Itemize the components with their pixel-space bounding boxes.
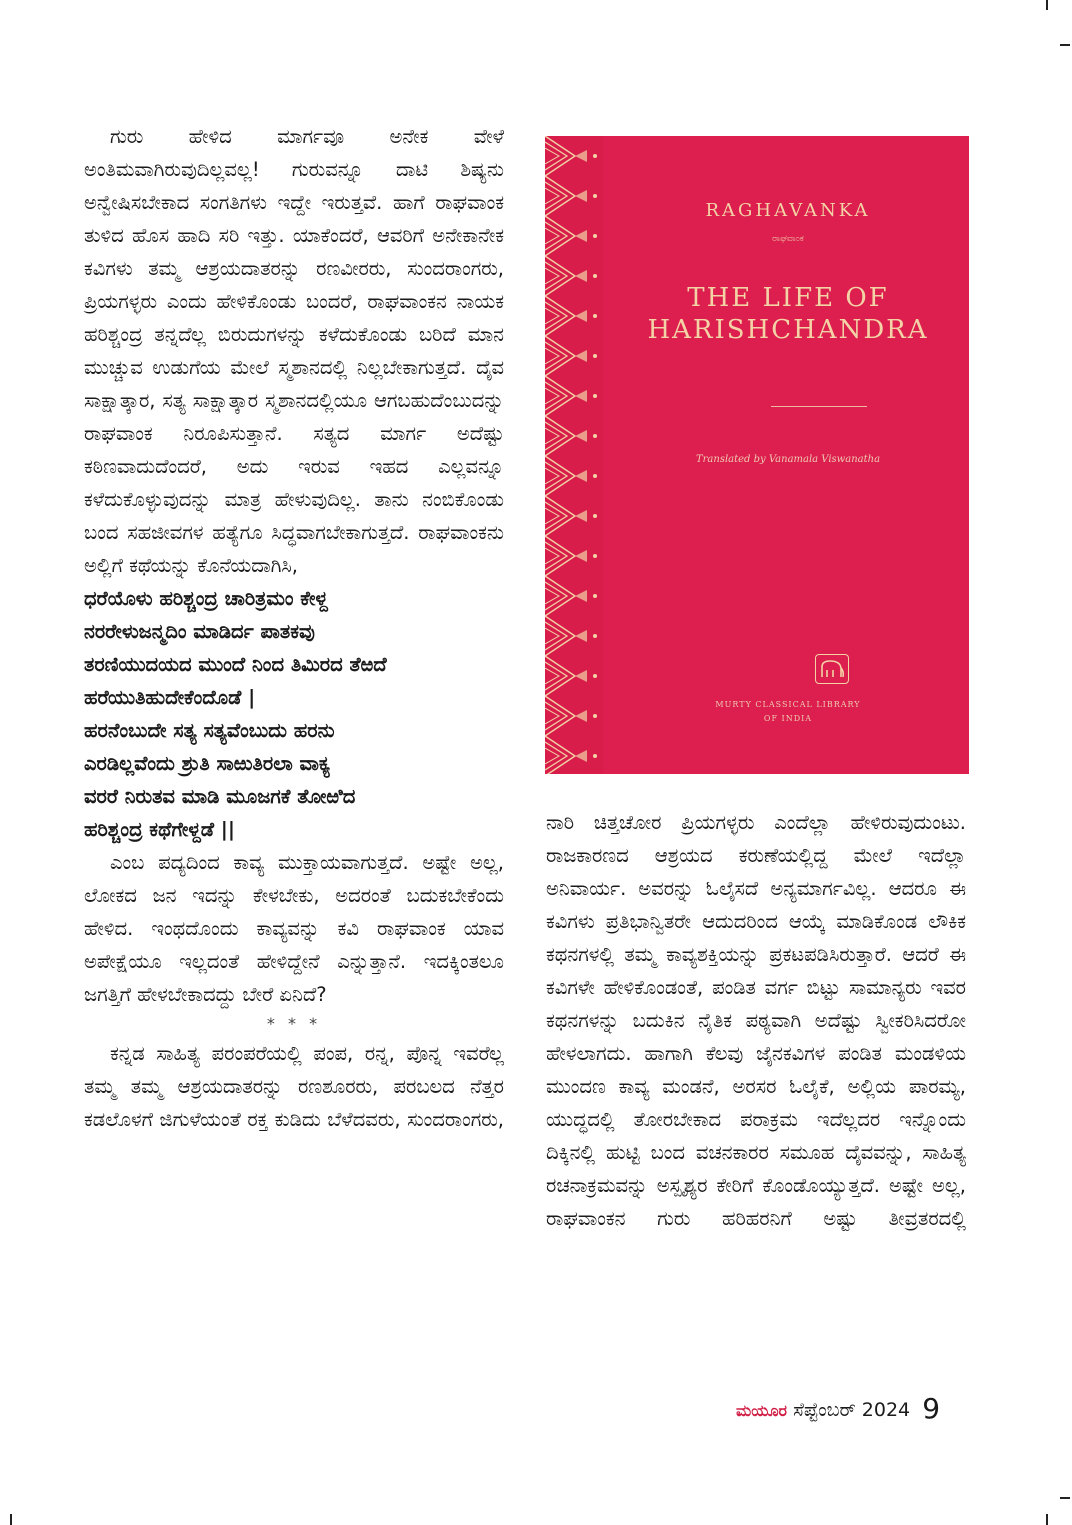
paragraph-after-verse: ಎಂಬ ಪದ್ಯದಿಂದ ಕಾವ್ಯ ಮುಕ್ತಾಯವಾಗುತ್ತದೆ. ಅಷ್ಟೇ ಅಲ್ಲ, ಲೋಕದ ಜನ ಇದನ್ನು ಕೇಳಬೇಕು, ಅದರಂತೆ ಬದುಕಬೇಕೆಂದು ಹೇಳಿದ. ಇಂಥದೊಂದು ಕಾವ್ಯವನ್ನು ಕವಿ ರಾಘವಾಂಕ ಯಾವ ಅಪೇಕ್ಷೆಯೂ ಇಲ್ಲದಂತೆ ಹೇಳಿದ್ದೇನೆ ಎನ್ನುತ್ತಾನೆ. ಇದಕ್ಕಿಂತಲೂ ಜಗತ್ತಿಗೆ ಹೇಳಬೇಕಾದದ್ದು ಬೇರೆ ಏನಿದೆ?	[84, 851, 504, 1006]
paragraph-closing: ಕನ್ನಡ ಸಾಹಿತ್ಯ ಪರಂಪರೆಯಲ್ಲಿ ಪಂಪ, ರನ್ನ, ಪೊನ್ನ ಇವರೆಲ್ಲ ತಮ್ಮ ತಮ್ಮ ಆಶ್ರಯದಾತರನ್ನು ರಣಶೂರರು, ಪರಬಲದ ನೆತ್ತರ ಕಡಲೊಳಗೆ ಜಿಗುಳೆಯಂತೆ ರಕ್ತ ಕುಡಿದು ಬೆಳೆದವರು, ಸುಂದರಾಂಗರು,	[84, 1042, 504, 1131]
crop-mark-top	[1046, 0, 1048, 10]
cover-series	[607, 698, 969, 726]
cover-title	[607, 282, 969, 346]
cover-title-line: HARISHCHANDRA	[647, 315, 929, 345]
book-cover-image	[545, 136, 969, 774]
footer-year: 2024	[861, 1399, 911, 1421]
cover-ornament-band	[545, 136, 603, 774]
verse-line: ಹರಿಶ್ಚಂದ್ರ ಕಥೆಗೇಳ್ದಡೆ ||	[84, 818, 236, 841]
paragraph-right: ನಾರಿ ಚಿತ್ತಚೋರ ಪ್ರಿಯಗಳ್ಳರು ಎಂದೆಲ್ಲಾ ಹೇಳಿರುವುದುಂಟು. ರಾಜಕಾರಣದ ಆಶ್ರಯದ ಕರುಣೆಯಲ್ಲಿದ್ದ ಮೇಲೆ ಇದೆಲ್ಲಾ ಅನಿವಾರ್ಯ. ಅವರನ್ನು ಓಲೈಸದೆ ಅನ್ಯಮಾರ್ಗವಿಲ್ಲ. ಆದರೂ ಈ ಕವಿಗಳು ಪ್ರತಿಭಾನ್ವಿತರೇ ಆದುದರಿಂದ ಆಯ್ಕೆ ಮಾಡಿಕೊಂಡ ಲೌಕಿಕ ಕಥನಗಳಲ್ಲಿ ತಮ್ಮ ಕಾವ್ಯಶಕ್ತಿಯನ್ನು ಪ್ರಕಟಪಡಿಸಿರುತ್ತಾರೆ. ಆದರೆ ಈ ಕವಿಗಳೇ ಹೇಳಿಕೊಂಡಂತೆ, ಪಂಡಿತ ವರ್ಗ ಬಿಟ್ಟು ಸಾಮಾನ್ಯರು ಇವರ ಕಥನಗಳನ್ನು ಬದುಕಿನ ನೈತಿಕ ಪಠ್ಯವಾಗಿ ಅದೆಷ್ಟು ಸ್ವೀಕರಿಸಿದರೋ ಹೇಳಲಾಗದು. ಹಾಗಾಗಿ ಕೆಲವು ಜೈನಕವಿಗಳ ಪಂಡಿತ ಮಂಡಳಿಯ ಮುಂದಣ ಕಾವ್ಯ ಮಂಡನೆ, ಅರಸರ ಓಲೈಕೆ, ಅಲ್ಲಿಯ ಪಾರಮ್ಯ, ಯುದ್ಧದಲ್ಲಿ ತೋರಬೇಕಾದ ಪರಾಕ್ರಮ ಇದೆಲ್ಲದರ ಇನ್ನೊಂದು ದಿಕ್ಕಿನಲ್ಲಿ ಹುಟ್ಟಿ ಬಂದ ವಚನಕಾರರ ಸಮೂಹ ದೈವವನ್ನು, ಸಾಹಿತ್ಯ ರಚನಾಕ್ರಮವನ್ನು ಅಸ್ಪೃಶ್ಯರ ಕೇರಿಗೆ ಕೊಂಡೊಯ್ಯುತ್ತದೆ. ಅಷ್ಟೇ ಅಲ್ಲ, ರಾಘವಾಂಕನ ಗುರು ಹರಿಹರನಿಗೆ ಅಷ್ಟು ತೀವ್ರತರದಲ್ಲಿ	[546, 811, 966, 1230]
right-column	[546, 806, 966, 1235]
crop-mark-bottom-right	[1046, 1514, 1048, 1525]
crop-mark-bottom-left	[10, 1514, 12, 1525]
magazine-logo: ಮಯೂರ	[736, 1401, 788, 1420]
elephant-logo-icon	[815, 654, 849, 684]
verse-block	[84, 582, 504, 846]
verse-line: ನರರೇಳುಜನ್ಮದಿಂ ಮಾಡಿರ್ದ ಪಾತಕವು	[84, 620, 315, 643]
cover-author: RAGHAVANKA	[705, 200, 871, 221]
verse-line: ಧರೆಯೊಳು ಹರಿಶ್ಚಂದ್ರ ಚಾರಿತ್ರಮಂ ಕೇಳ್ದ	[84, 587, 328, 610]
cover-divider	[771, 406, 867, 407]
verse-line: ತರಣಿಯುದಯದ ಮುಂದೆ ನಿಂದ ತಿಮಿರದ ತೆಱದೆ	[84, 653, 387, 676]
verse-line: ಎರಡಿಲ್ಲವೆಂದು ಶ್ರುತಿ ಸಾಱುತಿರಲಾ ವಾಕ್ಯ	[84, 752, 331, 775]
crop-mark-right-top	[1060, 44, 1070, 46]
cover-title-line: THE LIFE OF	[687, 283, 889, 313]
cover-series-line: MURTY CLASSICAL LIBRARY	[715, 700, 861, 709]
left-column	[84, 120, 504, 1136]
footer-month: ಸೆಪ್ಟೆಂಬರ್	[793, 1399, 856, 1421]
page-number: 9	[922, 1392, 941, 1425]
cover-translator: Translated by Vanamala Viswanatha	[695, 454, 881, 465]
paragraph-intro: ಗುರು ಹೇಳಿದ ಮಾರ್ಗವೂ ಅನೇಕ ವೇಳೆ ಅಂತಿಮವಾಗಿರುವುದಿಲ್ಲವಲ್ಲ! ಗುರುವನ್ನೂ ದಾಟಿ ಶಿಷ್ಯನು ಅನ್ವೇಷಿಸಬೇಕಾದ ಸಂಗತಿಗಳು ಇದ್ದೇ ಇರುತ್ತವೆ. ಹಾಗೆ ರಾಘವಾಂಕ ತುಳಿದ ಹೊಸ ಹಾದಿ ಸರಿ ಇತ್ತು. ಯಾಕೆಂದರೆ, ಆವರಿಗೆ ಅನೇಕಾನೇಕ ಕವಿಗಳು ತಮ್ಮ ಆಶ್ರಯದಾತರನ್ನು ರಣವೀರರು, ಸುಂದರಾಂಗರು, ಪ್ರಿಯಗಳ್ಳರು ಎಂದು ಹೇಳಿಕೊಂಡು ಬಂದರೆ, ರಾಘವಾಂಕನ ನಾಯಕ ಹರಿಶ್ಚಂದ್ರ ತನ್ನದೆಲ್ಲ ಬಿರುದುಗಳನ್ನು ಕಳೆದುಕೊಂಡು ಬರಿದೆ ಮಾನ ಮುಚ್ಚುವ ಉಡುಗೆಯ ಮೇಲೆ ಸ್ಮಶಾನದಲ್ಲಿ ನಿಲ್ಲಬೇಕಾಗುತ್ತದೆ. ದೈವ ಸಾಕ್ಷಾತ್ಕಾರ, ಸತ್ಯ ಸಾಕ್ಷಾತ್ಕಾರ ಸ್ಮಶಾನದಲ್ಲಿಯೂ ಆಗಬಹುದೆಂಬುದನ್ನು ರಾಘವಾಂಕ ನಿರೂಪಿಸುತ್ತಾನೆ. ಸತ್ಯದ ಮಾರ್ಗ ಅದೆಷ್ಟು ಕಠಿಣವಾದುದೆಂದರೆ, ಅದು ಇರುವ ಇಹದ ಎಲ್ಲವನ್ನೂ ಕಳೆದುಕೊಳ್ಳುವುದನ್ನು ಮಾತ್ರ ಹೇಳುವುದಿಲ್ಲ. ತಾನು ನಂಬಿಕೊಂಡು ಬಂದ ಸಹಜೀವಗಳ ಹತ್ಯೆಗೂ ಸಿದ್ಧವಾಗಬೇಕಾಗುತ್ತದೆ. ರಾಘವಾಂಕನು ಅಲ್ಲಿಗೆ ಕಥೆಯನ್ನು ಕೊನೆಯದಾಗಿಸಿ,	[84, 125, 504, 577]
section-separator: * * *	[266, 1014, 322, 1033]
cover-series-line: OF INDIA	[763, 714, 813, 723]
crop-mark-right-bottom	[1060, 1497, 1070, 1499]
page-footer	[736, 1392, 940, 1425]
verse-line: ಹರೆಯುತಿಹುದೇಕೆಂದೊಡೆ |	[84, 686, 256, 709]
cover-author-kannada: ರಾಘವಾಂಕ	[772, 234, 804, 244]
verse-line: ವರರೆ ನಿರುತವ ಮಾಡಿ ಮೂಜಗಕೆ ತೋಱಿದ	[84, 785, 356, 808]
verse-line: ಹರನೆಂಬುದೇ ಸತ್ಯ ಸತ್ಯವೆಂಬುದು ಹರನು	[84, 719, 335, 742]
